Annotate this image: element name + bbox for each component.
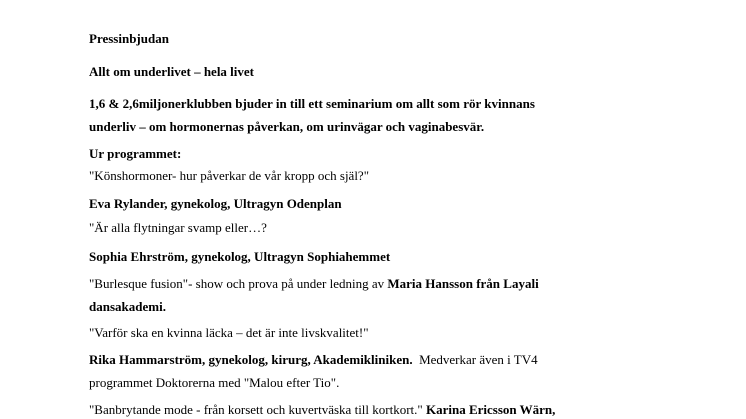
program-topic-2: "Är alla flytningar svamp eller…? xyxy=(89,220,267,235)
program-topic-1: "Könshormoner- hur påverkar de vår kropp och själ?" xyxy=(89,168,370,183)
program-speaker-1: Eva Rylander, gynekolog, Ultragyn Odenplan xyxy=(89,196,342,211)
program-topic-3-text: "Burlesque fusion"- show och prova på under ledning av xyxy=(89,276,388,291)
program-speaker-3-note: Medverkar även i TV4 xyxy=(412,352,538,367)
program-speaker-3 xyxy=(89,352,538,368)
program-speaker-2: Sophia Ehrström, gynekolog, Ultragyn Sophiahemmet xyxy=(89,249,391,264)
document-heading: Pressinbjudan xyxy=(89,31,169,46)
program-topic-5-speaker: Karina Ericsson Wärn, xyxy=(425,402,556,417)
program-topic-5-text: "Banbrytande mode - från korsett och kuvertväska till kortkort." xyxy=(89,402,426,417)
program-speaker-3-note-cont: programmet Doktorerna med "Malou efter Tio". xyxy=(89,375,340,390)
program-topic-3-host-cont: dansakademi. xyxy=(89,299,166,314)
program-topic-5 xyxy=(89,402,555,418)
program-speaker-3-name: Rika Hammarström, gynekolog, kirurg, Akademikliniken. xyxy=(89,352,413,367)
program-topic-4: "Varför ska en kvinna läcka – det är inte livskvalitet!" xyxy=(89,325,369,340)
program-topic-3 xyxy=(89,276,539,292)
intro-line-2: underliv – om hormonernas påverkan, om urinvägar och vaginabesvär. xyxy=(89,119,485,134)
program-heading: Ur programmet: xyxy=(89,146,182,161)
document-title: Allt om underlivet – hela livet xyxy=(89,64,255,79)
program-topic-3-host: Maria Hansson från Layali xyxy=(387,276,539,291)
intro-line-1: 1,6 & 2,6miljonerklubben bjuder in till ett seminarium om allt som rör kvinnans xyxy=(89,96,535,111)
